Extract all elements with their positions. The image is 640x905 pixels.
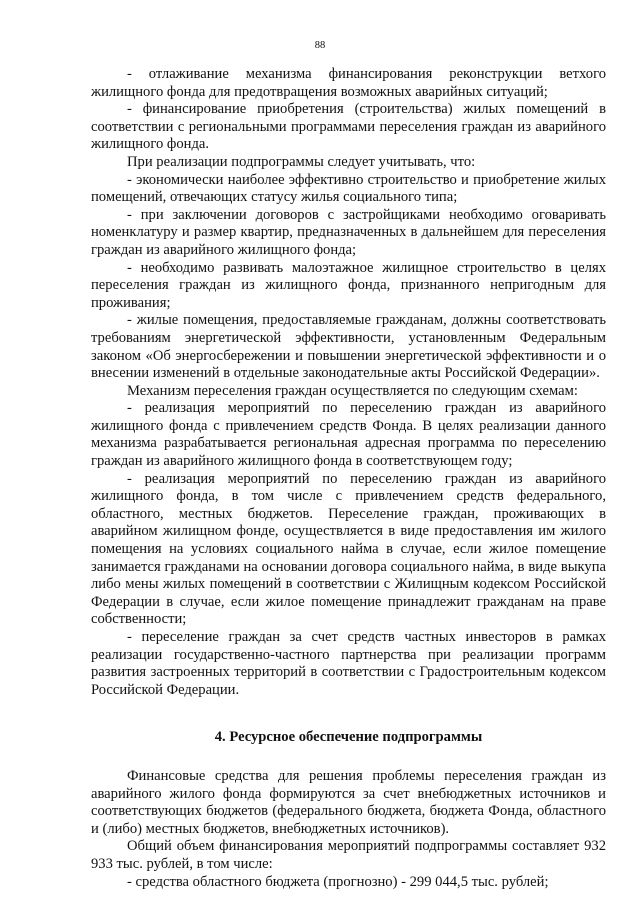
document-body xyxy=(91,66,606,891)
paragraph: - реализация мероприятий по переселению граждан из аварийного жилищного фонда с привлечением средств Фонда. В целях реализации данного механизма разрабатывается региональная адресная программа по переселению граждан из аварийного жилищного фонда в соответствующем году; xyxy=(91,400,606,470)
paragraph: - при заключении договоров с застройщиками необходимо оговаривать номенклатуру и размер квартир, предназначенных в дальнейшем для переселения граждан из аварийного жилищного фонда; xyxy=(91,206,606,258)
section-heading: 4. Ресурсное обеспечение подпрограммы xyxy=(214,729,483,746)
paragraph: - финансирование приобретения (строительства) жилых помещений в соответствии с региональными программами переселения граждан из аварийного жилищного фонда. xyxy=(91,101,606,153)
paragraph: - реализация мероприятий по переселению граждан из аварийного жилищного фонда, в том числе с привлечением средств федерального, областного, местных бюджетов. Переселение граждан, проживающих в аварийном жилищном фонде, осуществляется в виде предоставления им жилого помещения на условиях социального найма в случае, если жилое помещение занимается гражданами на основании договора социального найма, в виде выкупа либо мены жилых помещений в соответствии с Жилищным кодексом Российской Федерации в случае, если жилое помещение принадлежит гражданам на праве собственности; xyxy=(91,470,606,628)
paragraph: Финансовые средства для решения проблемы переселения граждан из аварийного жилого фонда формируются за счет внебюджетных источников и соответствующих бюджетов (федерального бюджета, бюджета Фонда, областного и (либо) местных бюджетов, внебюджетных источников). xyxy=(91,767,606,837)
paragraph: Механизм переселения граждан осуществляется по следующим схемам: xyxy=(127,382,578,399)
paragraph: - переселение граждан за счет средств частных инвесторов в рамках реализации государственно-частного партнерства при реализации программ развития застроенных территорий в соответствии с Градостроительным кодексом Российской Федерации. xyxy=(91,629,606,698)
paragraph: - жилые помещения, предоставляемые гражданам, должны соответствовать требованиям энергетической эффективности, установленным Федеральным законом «Об энергосбережении и повышении энергетической эффективности и о внесении изменений в отдельные законодательные акты Российской Федерации». xyxy=(91,312,606,382)
paragraph: - средства областного бюджета (прогнозно) - 299 044,5 тыс. рублей; xyxy=(127,873,549,890)
paragraph: - отлаживание механизма финансирования реконструкции ветхого жилищного фонда для предотвращения возможных аварийных ситуаций; xyxy=(91,66,606,100)
paragraph: При реализации подпрограммы следует учитывать, что: xyxy=(127,153,476,170)
page-number: 88 xyxy=(314,40,326,51)
paragraph: Общий объем финансирования мероприятий подпрограммы составляет 932 933 тыс. рублей, в том числе: xyxy=(91,838,606,872)
paragraph: - необходимо развивать малоэтажное жилищное строительство в целях переселения граждан из жилищного фонда, признанного непригодным для проживания; xyxy=(91,259,606,311)
paragraph: - экономически наиболее эффективно строительство и приобретение жилых помещений, отвечающих статусу жилья социального типа; xyxy=(91,171,606,206)
